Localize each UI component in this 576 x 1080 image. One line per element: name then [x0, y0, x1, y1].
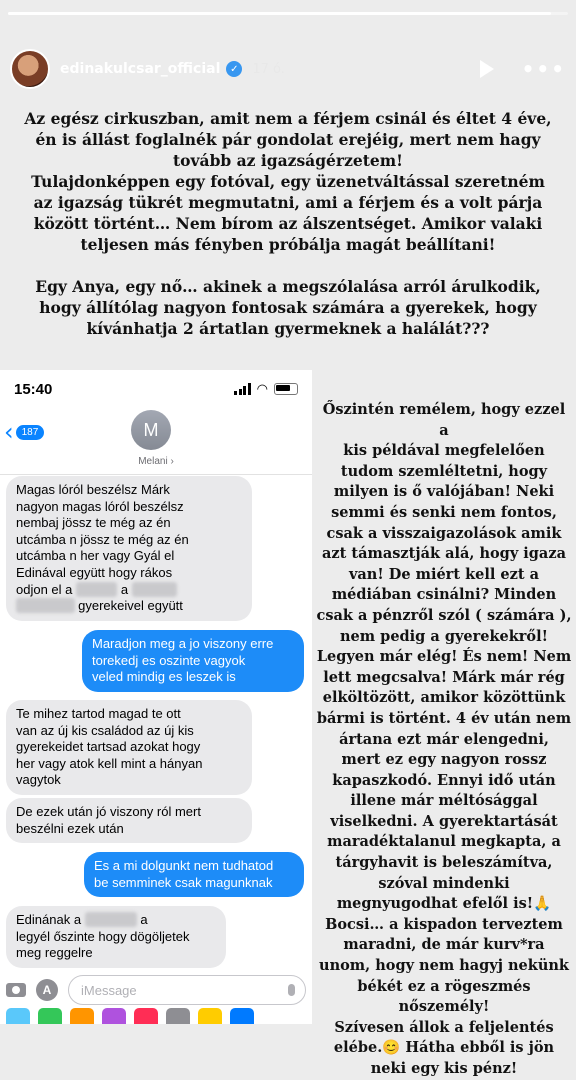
text-line: mert ez egy nagyon rossz: [341, 751, 547, 769]
message-line: torekedj es oszinte vagyok: [92, 652, 246, 668]
message-line: Es a mi dolgunkt nem tudhatod: [94, 858, 274, 873]
message-line: Te mihez tartod magad te ott: [16, 706, 181, 721]
incoming-message: [6, 476, 252, 621]
text-line: Bocsi… a kispadon terveztem: [325, 915, 563, 933]
text-line: szóval mindenki: [378, 874, 510, 892]
text-line: maradéktalanul megkapta, a: [327, 833, 561, 851]
text-line: tárgyhavit is beleszámítva,: [335, 854, 553, 872]
story-header: [10, 46, 566, 92]
message-line: van az új kis családod az új kis: [16, 722, 194, 738]
text-line: hogy állítólag nagyon fontosak számára a gyerekek, hogy: [39, 298, 537, 317]
text-line: csak a pénzről szól ( számára ),: [316, 606, 572, 624]
app-icon[interactable]: [198, 1008, 222, 1024]
intro-text: [14, 108, 562, 339]
intro-paragraph-1: [14, 108, 562, 255]
imessage-screenshot: [0, 370, 312, 1024]
message-line: vagytok: [16, 772, 61, 788]
text-line: tudom szemléltetni, hogy: [340, 462, 548, 480]
message-line: xxxxxxxxx gyerekeivel együtt: [16, 598, 183, 614]
text-line: semmi és senki nem fontos,: [331, 503, 557, 521]
blurred-text: xxxxxxx: [131, 581, 178, 597]
app-store-icon[interactable]: A: [36, 979, 58, 1001]
blurred-text: xxxxxxxxx: [16, 598, 75, 614]
message-line: utcámba n her vagy Gyál el: [16, 548, 175, 564]
back-button[interactable]: [4, 418, 44, 446]
intro-paragraph-2: [14, 276, 562, 339]
blurred-text: kulcsár: [76, 581, 118, 597]
message-line: veled mindig es leszek is: [92, 669, 236, 685]
text-line: unom, hogy nem hagyj nekünk: [319, 957, 569, 975]
incoming-message: [6, 700, 252, 795]
message-line: Edinával együtt hogy rákos: [16, 564, 173, 580]
text-line: Tulajdonképpen egy fotóval, egy üzenetváltással szeretném: [31, 172, 545, 191]
message-line: beszélni ezek után: [16, 820, 124, 836]
text-line: csak a visszaigazolások amik: [326, 524, 562, 542]
text-line: békét ez a rögeszmés: [357, 977, 531, 995]
story-progress-fill: [8, 12, 551, 15]
message-line: utcámba n jössz te még az én: [16, 531, 189, 547]
contact-avatar[interactable]: M: [131, 410, 171, 450]
more-options-icon[interactable]: •••: [521, 57, 566, 81]
unread-count-badge: 187: [16, 425, 45, 440]
text-line: megnyugodhat efelől is!🙏: [336, 895, 552, 913]
text-line: Egy Anya, egy nő… akinek a megszólalása arról árulkodik,: [35, 277, 541, 296]
camera-icon[interactable]: [6, 983, 26, 997]
signal-icon: [234, 383, 251, 395]
message-line: legyél őszinte hogy dögöljetek: [16, 928, 190, 944]
message-line: her vagy atok kell mint a hányan: [16, 755, 203, 771]
app-icon[interactable]: [38, 1008, 62, 1024]
post-time: 17 ó.: [252, 61, 285, 77]
text-line: van! De miért kell ezt a: [348, 565, 540, 583]
app-drawer-strip: [0, 1008, 312, 1024]
text-line: kis példával megfelelően: [343, 442, 545, 460]
outgoing-message: [82, 630, 304, 692]
chevron-left-icon: ‹: [4, 418, 14, 446]
battery-icon: [274, 383, 298, 395]
text-line: milyen is ő valójában! Neki: [333, 483, 555, 501]
message-line: De ezek után jó viszony ról mert: [16, 804, 201, 819]
text-line: azt támasztják alá, hogy igaza: [322, 545, 566, 563]
text-line: teljesen más fényben próbálja magát beállítani!: [80, 235, 496, 254]
blurred-text: xxxxxxxx: [84, 912, 137, 927]
message-line: odjon el a kulcsár a xxxxxxx: [16, 581, 178, 597]
header-divider: [0, 474, 312, 475]
message-composer: [0, 974, 312, 1006]
app-icon[interactable]: [70, 1008, 94, 1024]
phone-status-bar: [14, 378, 298, 400]
message-line: gyerekeidet tartsad azokat hogy: [16, 739, 201, 755]
text-line: lett megcsalva! Márk már rég: [323, 668, 565, 686]
side-text: [316, 400, 572, 1080]
verified-badge-icon: ✓: [226, 61, 242, 77]
message-line: nagyon magas lóról beszélsz: [16, 498, 184, 514]
text-line: ártana ezt már elengedni,: [339, 730, 549, 748]
app-icon[interactable]: [6, 1008, 30, 1024]
incoming-message: [6, 798, 252, 843]
text-line: kapaszkodó. Ennyi idő után: [332, 771, 556, 789]
message-line: Edinának a xxxxxxxx a: [16, 912, 148, 927]
app-icon[interactable]: [134, 1008, 158, 1024]
text-line: az igazság tükrét megmutatni, ami a férjem és a volt párja: [33, 193, 543, 212]
contact-name[interactable]: Melani ›: [138, 456, 174, 467]
text-line: tovább az igazságérzetem!: [173, 151, 403, 170]
text-line: között történt… Nem bírom az álszentséget. Amikor valaki: [33, 214, 543, 233]
message-line: Magas lóról beszélsz Márk: [16, 482, 170, 497]
text-line: viselkedni. A gyerektartását: [330, 812, 558, 830]
username[interactable]: edinakulcsar_official: [60, 61, 221, 77]
text-line: Szívesen állok a feljelentés: [334, 1018, 554, 1036]
text-line: illene már méltósággal: [350, 792, 538, 810]
app-icon[interactable]: [166, 1008, 190, 1024]
text-line: nőszemély!: [398, 998, 490, 1016]
app-icon[interactable]: [102, 1008, 126, 1024]
message-line: Maradjon meg a jo viszony erre: [92, 636, 274, 651]
text-line: maradni, de már kurv*ra: [343, 936, 545, 954]
story-progress-bar: [8, 12, 568, 15]
microphone-icon[interactable]: [288, 984, 295, 996]
text-line: én is állást foglalnék pár gondolat erejéig, mert nem hagy: [35, 130, 541, 149]
message-line: be semminek csak magunknak: [94, 874, 273, 890]
imessage-input[interactable]: iMessage: [68, 975, 306, 1005]
app-icon[interactable]: [230, 1008, 254, 1024]
profile-avatar[interactable]: [10, 49, 50, 89]
text-line: Az egész cirkuszban, amit nem a férjem csinál és éltet 4 éve,: [24, 109, 552, 128]
incoming-message: [6, 906, 226, 968]
message-line: nembaj jössz te még az én: [16, 515, 171, 531]
play-icon[interactable]: [480, 60, 494, 78]
message-line: meg reggelre: [16, 945, 93, 961]
phone-clock: 15:40: [14, 380, 53, 398]
text-line: bármi is történt. 4 év után nem: [316, 709, 572, 727]
wifi-icon: ◠: [256, 381, 268, 396]
outgoing-message: [84, 852, 304, 897]
text-line: médiában csinálni? Minden: [331, 586, 557, 604]
text-line: nem pedig a gyerekekről!: [340, 627, 548, 645]
text-line: elébe.😊 Hátha ebből is jön: [333, 1039, 555, 1057]
text-line: elköltözött, amikor közöttünk: [322, 689, 566, 707]
text-line: neki egy kis pénz!: [370, 1060, 518, 1077]
text-line: kívánhatja 2 ártatlan gyermeknek a halálát???: [86, 319, 490, 338]
text-line: Legyen már elég! És nem! Nem: [316, 648, 572, 666]
text-line: Őszintén remélem, hogy ezzel a: [322, 401, 566, 439]
